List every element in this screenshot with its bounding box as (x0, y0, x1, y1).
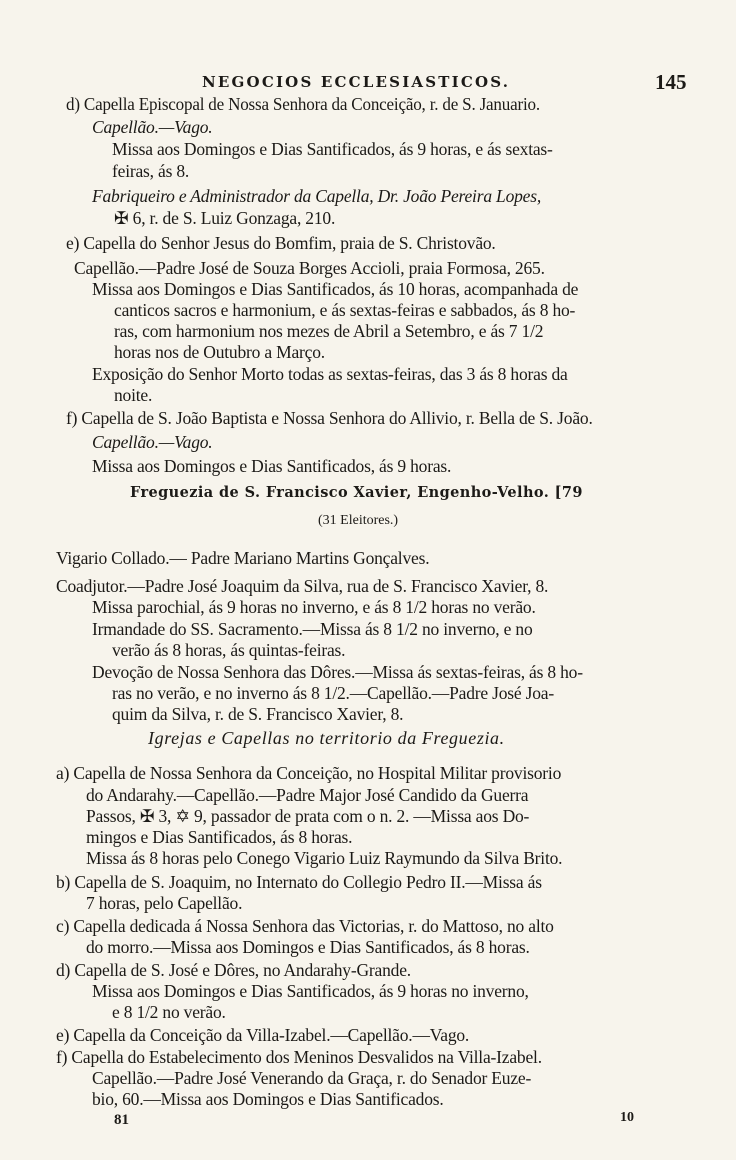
text-line: Capellão.—Vago. (92, 432, 213, 452)
text-line: f) Capella de S. João Baptista e Nossa Senhora do Allivio, r. Bella de S. João. (66, 408, 593, 428)
text-line: Vigario Collado.— Padre Mariano Martins Gonçalves. (56, 548, 430, 568)
electors-count: (31 Eleitores.) (318, 513, 399, 528)
text-line: Capellão.—Vago. (92, 117, 213, 137)
subheading: Igrejas e Capellas no territorio da Freguezia. (148, 728, 505, 748)
text-line: e) Capella da Conceição da Villa-Izabel.—Capellão.—Vago. (56, 1025, 470, 1045)
text-line: Devoção de Nossa Senhora das Dôres.—Missa ás sextas-feiras, ás 8 ho- (92, 662, 583, 682)
text-line: quim da Silva, r. de S. Francisco Xavier, 8. (112, 704, 404, 724)
section-heading: Freguezia de S. Francisco Xavier, Engenho-Velho. [79 (130, 484, 583, 501)
text-line: Capellão.—Padre José de Souza Borges Accioli, praia Formosa, 265. (74, 258, 545, 278)
text-line: Missa aos Domingos e Dias Santificados, ás 9 horas no inverno, (92, 981, 529, 1001)
text-line: 7 horas, pelo Capellão. (86, 893, 243, 913)
text-line: noite. (114, 385, 153, 405)
text-line: Missa aos Domingos e Dias Santificados, ás 9 horas. (92, 456, 452, 476)
text-line: d) Capella Episcopal de Nossa Senhora da Conceição, r. de S. Januario. (66, 94, 540, 114)
text-line: Missa aos Domingos e Dias Santificados, ás 9 horas, e ás sextas- (112, 139, 553, 159)
text-line: d) Capella de S. José e Dôres, no Andarahy-Grande. (56, 960, 411, 980)
text-line: ✠ 6, r. de S. Luiz Gonzaga, 210. (114, 208, 336, 228)
text-line: Capellão.—Padre José Venerando da Graça, r. do Senador Euze- (92, 1068, 532, 1088)
text-line: Coadjutor.—Padre José Joaquim da Silva, rua de S. Francisco Xavier, 8. (56, 576, 549, 596)
sheet-number: 10 (620, 1110, 634, 1125)
text-line: horas nos de Outubro a Março. (114, 342, 325, 362)
signature-mark: 81 (114, 1112, 129, 1128)
text-line: Passos, ✠ 3, ✡ 9, passador de prata com o n. 2. —Missa aos Do- (86, 806, 530, 826)
text-line: b) Capella de S. Joaquim, no Internato do Collegio Pedro II.—Missa ás (56, 872, 542, 892)
text-line: do Andarahy.—Capellão.—Padre Major José Candido da Guerra (86, 785, 529, 805)
text-line: Irmandade do SS. Sacramento.—Missa ás 8 1/2 no inverno, e no (92, 619, 533, 639)
text-line: mingos e Dias Santificados, ás 8 horas. (86, 827, 353, 847)
page-number: 145 (655, 70, 687, 94)
text-line: canticos sacros e harmonium, e ás sextas-feiras e sabbados, ás 8 ho- (114, 300, 576, 320)
text-line: ras, com harmonium nos mezes de Abril a Setembro, e ás 7 1/2 (114, 321, 544, 341)
text-line: feiras, ás 8. (112, 161, 190, 181)
text-line: verão ás 8 horas, ás quintas-feiras. (112, 640, 346, 660)
running-header: NEGOCIOS ECCLESIASTICOS. (202, 73, 511, 91)
text-line: Missa aos Domingos e Dias Santificados, ás 10 horas, acompanhada de (92, 279, 579, 299)
text-line: c) Capella dedicada á Nossa Senhora das Victorias, r. do Mattoso, no alto (56, 916, 554, 936)
text-line: do morro.—Missa aos Domingos e Dias Santificados, ás 8 horas. (86, 937, 530, 957)
text-line: e 8 1/2 no verão. (112, 1002, 226, 1022)
text-line: a) Capella de Nossa Senhora da Conceição, no Hospital Militar provisorio (56, 763, 562, 783)
text-line: ras no verão, e no inverno ás 8 1/2.—Capellão.—Padre José Joa- (112, 683, 554, 703)
text-line: Missa parochial, ás 9 horas no inverno, e ás 8 1/2 horas no verão. (92, 597, 536, 617)
text-line: Exposição do Senhor Morto todas as sextas-feiras, das 3 ás 8 horas da (92, 364, 568, 384)
text-line: Fabriqueiro e Administrador da Capella, Dr. João Pereira Lopes, (92, 186, 542, 206)
text-line: f) Capella do Estabelecimento dos Meninos Desvalidos na Villa-Izabel. (56, 1047, 542, 1067)
text-line: bio, 60.—Missa aos Domingos e Dias Santificados. (92, 1089, 444, 1109)
text-line: e) Capella do Senhor Jesus do Bomfim, praia de S. Christovão. (66, 233, 496, 253)
text-line: Missa ás 8 horas pelo Conego Vigario Luiz Raymundo da Silva Brito. (86, 848, 563, 868)
